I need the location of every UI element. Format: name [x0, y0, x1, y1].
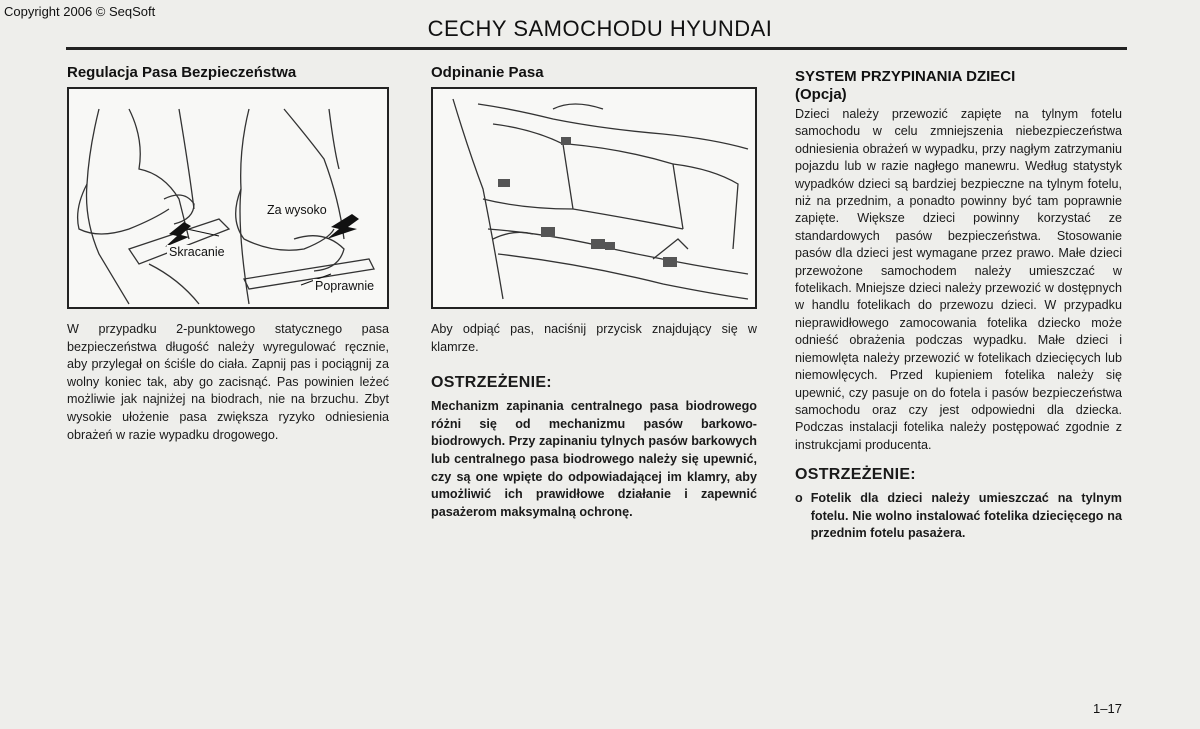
page-number: 1–17 [1093, 701, 1122, 716]
label-shorten: Skracanie [169, 245, 225, 259]
middle-heading: Odpinanie Pasa [431, 64, 544, 81]
right-warning-title: OSTRZEŻENIE: [795, 466, 916, 484]
middle-column [431, 64, 757, 521]
belt-adjustment-figure [67, 87, 389, 309]
label-correct: Poprawnie [315, 279, 375, 293]
right-heading [795, 68, 1122, 104]
rear-seat-illustration [433, 89, 755, 307]
right-warning-item [795, 490, 1122, 543]
right-warning-text: Fotelik dla dzieci należy umieszczać na tylnym fotelu. Nie wolno instalować fotelika dziecięcego na przednim fotelu pasażera. [810, 491, 1122, 541]
left-body-text: W przypadku 2-punktowego statycznego pasa bezpieczeństwa długość należy wyregulować ręcznie, aby przylegał on ściśle do ciała. Zapnij pas i pociągnij za wolny koniec tak, aby go zacisnąć. Pas powinien leżeć możliwie jak najniżej na biodrach, nie na brzuchu. Zbyt wysokie ułożenie pasa zwiększa ryzyko odniesienia obrażeń w razie wypadku drogowego. [67, 322, 389, 442]
left-column [67, 64, 389, 444]
bullet-marker: o [795, 491, 803, 506]
right-heading-line2: (Opcja) [795, 86, 847, 103]
middle-body-text: Aby odpiąć pas, naciśnij przycisk znajdujący się w klamrze. [431, 322, 757, 354]
right-heading-line1: SYSTEM PRZYPINANIA DZIECI [795, 68, 1016, 85]
title-rule [66, 47, 1127, 50]
right-column [795, 68, 1122, 543]
copyright-notice: Copyright 2006 © SeqSoft [4, 4, 156, 19]
rear-seat-figure [431, 87, 757, 309]
belt-adjustment-illustration [69, 89, 387, 307]
left-heading: Regulacja Pasa Bezpieczeństwa [67, 64, 297, 81]
label-too-high: Za wysoko [267, 203, 327, 217]
middle-warning-title: OSTRZEŻENIE: [431, 374, 552, 392]
right-body-text: Dzieci należy przewozić zapięte na tylnym fotelu samochodu w celu zmniejszenia niebezpieczeństwa odniesienia obrażeń w wypadku, przy nagłym zatrzymaniu pojazdu lub w razie nagłego manewru. Według statystyk wypadków dzieci są bardziej bezpieczne na tylnym fotelu, niż na przednim, a ponadto powinny być tam poprawnie zapięte. Większe dzieci powinny korzystać ze standardowych pasów bezpieczeństwa. Stosowanie pasów dla dzieci jest wymagane przez prawo. Małe dzieci przewożone samochodem należy umieszczać w fotelikach. Mniejsze dzieci należy przewozić w dostępnych w handlu fotelikach do przewozu dzieci. W przypadku nieprawidłowego zamocowania fotelika dziecko może odnieść obrażenia podczas wypadku. Małe dzieci i niemowlęta należy przewozić w fotelikach dziecięcych lub niemowlęcych. Przed kupieniem fotelika należy się upewnić, czy pasuje on do fotela i pasów bezpieczeństwa samochodu oraz czy jest odpowiedni dla dziecka. Podczas instalacji fotelika należy postępować zgodnie z instrukcjami producenta. [795, 107, 1122, 452]
middle-warning-text: Mechanizm zapinania centralnego pasa biodrowego różni się od mechanizmu pasów barkowo-biodrowych. Przy zapinaniu tylnych pasów barkowych lub centralnego pasa biodrowego należy się upewnić, czy są one wpięte do odpowiadającej im klamry, aby umożliwić ich prawidłowe działanie i zapewnić pasażerom maksymalną ochronę. [431, 399, 757, 519]
page-title: CECHY SAMOCHODU HYUNDAI [427, 16, 773, 41]
